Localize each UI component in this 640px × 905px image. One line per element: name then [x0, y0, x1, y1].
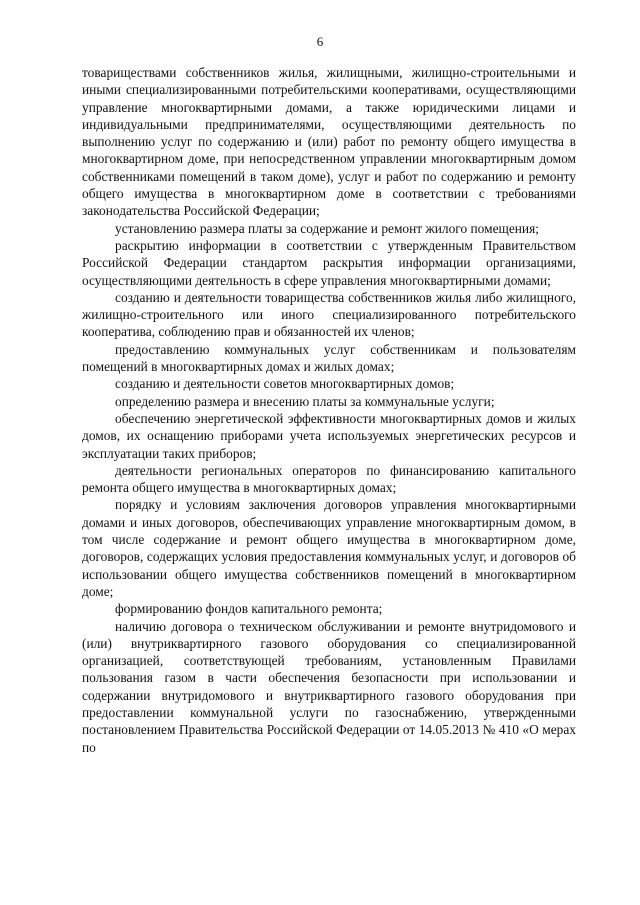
paragraph-6: созданию и деятельности советов многоквартирных домов; [115, 376, 455, 392]
paragraph-5: предоставлению коммунальных услуг собственникам и пользователям помещений в многоквартирных домах и жилых домах; [82, 341, 576, 375]
paragraph-3: раскрытию информации в соответствии с утвержденным Правительством Российской Федерации стандартом раскрытия информации организациями, осуществляющими деятельность в сфере управления многоквартирными домами; [82, 237, 576, 288]
paragraph-2: установлению размера платы за содержание и ремонт жилого помещения; [115, 220, 539, 236]
paragraph-4: созданию и деятельности товарищества собственников жилья либо жилищного, жилищно-строительного или иного специализированного потребительского кооператива, соблюдению прав и обязанностей их членов; [82, 289, 576, 340]
paragraph-10: порядку и условиям заключения договоров управления многоквартирными домами и иных договоров, обеспечивающих управление многоквартирным домом, в том числе содержание и ремонт общего имущества в многоквартирном доме, договоров, содержащих условия предоставления коммунальных услуг, и договоров об использовании общего имущества собственников помещений в многоквартирном доме; [82, 497, 576, 599]
paragraph-1: товариществами собственников жилья, жилищными, жилищно-строительными и иными специализированными потребительскими кооперативами, осуществляющими управление многоквартирными домами, а также юридическими лицами и индивидуальными предпринимателями, осуществляющими деятельность по выполнению услуг по содержанию и (или) работ по ремонту общего имущества в многоквартирном доме, при непосредственном управлении многоквартирным домом собственниками помещений в таком доме), услуг и работ по содержанию и ремонту общего имущества в многоквартирном доме в соответствии с требованиями законодательства Российской Федерации; [82, 65, 576, 219]
page-number: 6 [316, 34, 324, 49]
body-text [82, 64, 576, 756]
paragraph-9: деятельности региональных операторов по финансированию капитального ремонта общего имущества в многоквартирных домах; [82, 462, 576, 496]
paragraph-12: наличию договора о техническом обслуживании и ремонте внутридомового и (или) внутриквартирного газового оборудования со специализированной организацией, соответствующей требованиям, установленным Правилами пользования газом в части обеспечения безопасности при использовании и содержании внутридомового и внутриквартирного газового оборудования при предоставлении коммунальной услуги по газоснабжению, утвержденными постановлением Правительства Российской Федерации от 14.05.2013 № 410 «О мерах по [82, 618, 576, 755]
paragraph-11: формированию фондов капитального ремонта; [115, 601, 383, 617]
paragraph-7: определению размера и внесению платы за коммунальные услуги; [115, 393, 495, 409]
paragraph-8: обеспечению энергетической эффективности многоквартирных домов и жилых домов, их оснащению приборами учета используемых энергетических ресурсов и эксплуатации таких приборов; [82, 410, 576, 461]
